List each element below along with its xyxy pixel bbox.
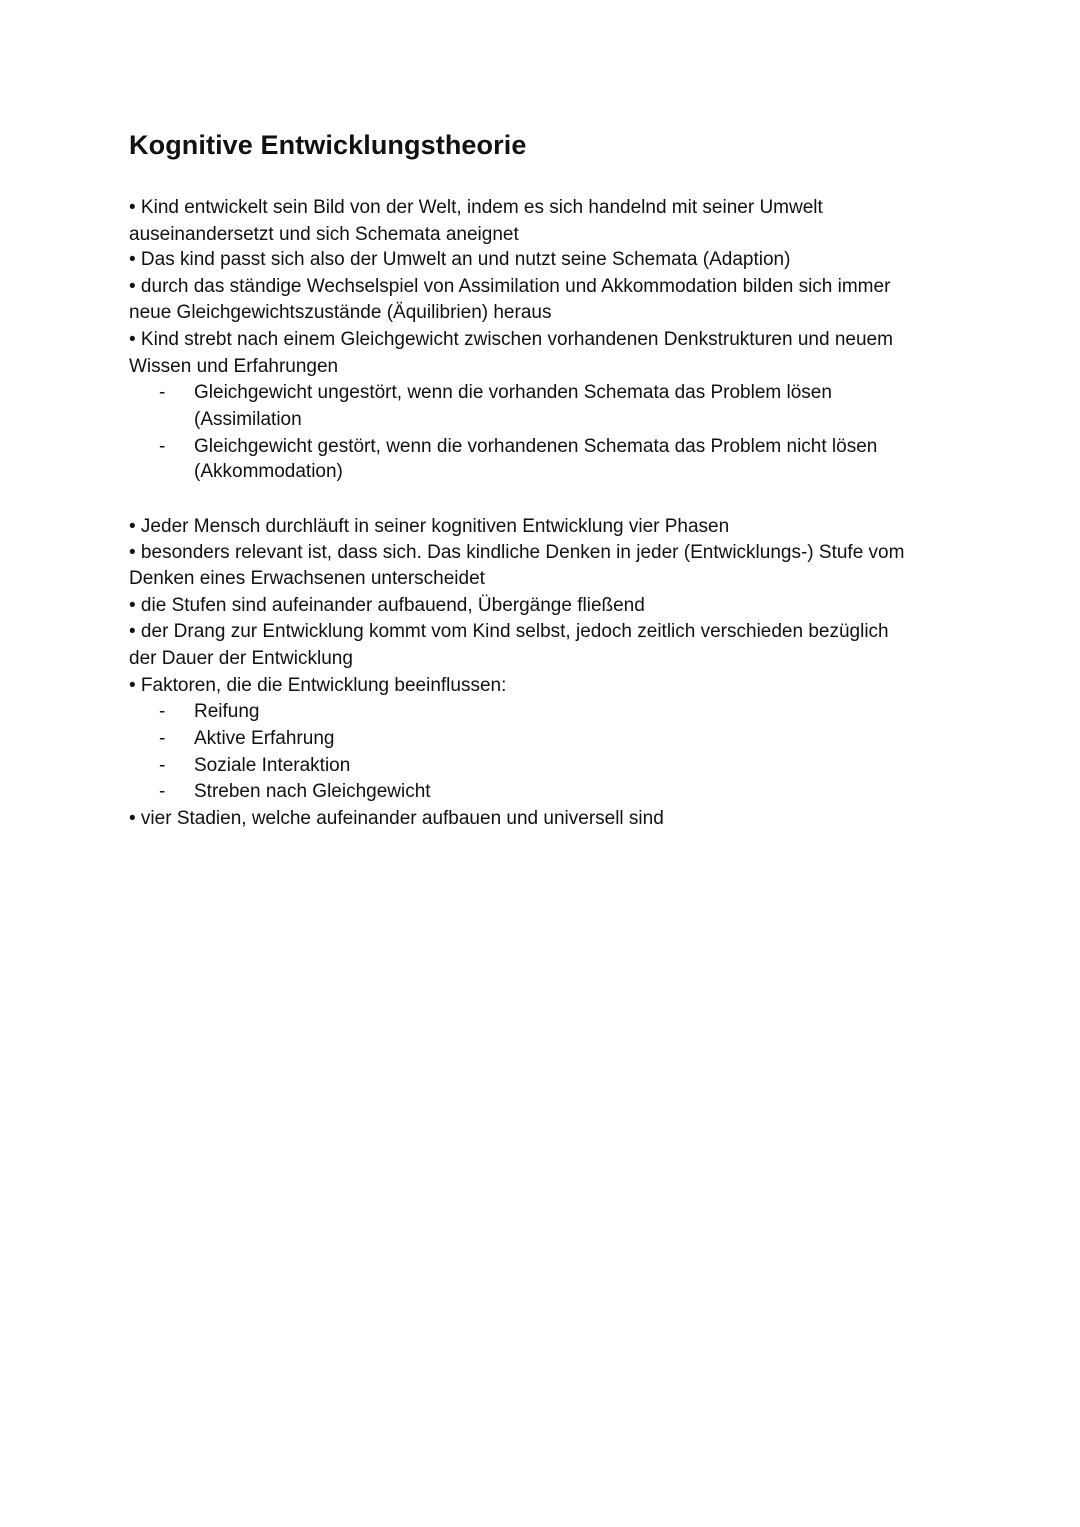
sub-item-text-continuation: (Akkommodation) [194, 461, 343, 482]
factor-item: Aktive Erfahrung [194, 728, 335, 749]
bullet-text-continuation: Denken eines Erwachsenen unterscheidet [129, 568, 485, 589]
bullet-text-continuation: neue Gleichgewichtszustände (Äquilibrien) heraus [129, 302, 552, 323]
bullet-text: • Jeder Mensch durchläuft in seiner kognitiven Entwicklung vier Phasen [129, 516, 730, 537]
bullet-text: • die Stufen sind aufeinander aufbauend, Übergänge fließend [129, 595, 645, 616]
factor-item: Soziale Interaktion [194, 755, 351, 776]
dash-marker: - [159, 701, 166, 722]
dash-marker: - [159, 436, 166, 457]
bullet-text: • Kind strebt nach einem Gleichgewicht zwischen vorhandenen Denkstrukturen und neuem [129, 329, 893, 350]
sub-item-text-continuation: (Assimilation [194, 409, 302, 430]
bullet-text: • Faktoren, die die Entwicklung beeinflussen: [129, 675, 507, 696]
dash-marker: - [159, 382, 166, 403]
bullet-text: • besonders relevant ist, dass sich. Das kindliche Denken in jeder (Entwicklungs-) Stufe vom [129, 542, 905, 563]
bullet-text: • vier Stadien, welche aufeinander aufbauen und universell sind [129, 808, 664, 829]
dash-marker: - [159, 781, 166, 802]
dash-marker: - [159, 755, 166, 776]
factor-item: Reifung [194, 701, 260, 722]
page-title: Kognitive Entwicklungstheorie [129, 130, 527, 160]
bullet-text-continuation: Wissen und Erfahrungen [129, 356, 339, 377]
sub-item-text: Gleichgewicht gestört, wenn die vorhandenen Schemata das Problem nicht lösen [194, 436, 878, 457]
bullet-text: • der Drang zur Entwicklung kommt vom Kind selbst, jedoch zeitlich verschieden bezüglich [129, 621, 889, 642]
dash-marker: - [159, 728, 166, 749]
bullet-text-continuation: auseinandersetzt und sich Schemata aneignet [129, 224, 519, 245]
bullet-text-continuation: der Dauer der Entwicklung [129, 648, 353, 669]
sub-item-text: Gleichgewicht ungestört, wenn die vorhanden Schemata das Problem lösen [194, 382, 832, 403]
factor-item: Streben nach Gleichgewicht [194, 781, 431, 802]
bullet-text: • Kind entwickelt sein Bild von der Welt, indem es sich handelnd mit seiner Umwelt [129, 197, 823, 218]
bullet-text: • Das kind passt sich also der Umwelt an und nutzt seine Schemata (Adaption) [129, 249, 791, 270]
bullet-text: • durch das ständige Wechselspiel von Assimilation und Akkommodation bilden sich immer [129, 276, 891, 297]
